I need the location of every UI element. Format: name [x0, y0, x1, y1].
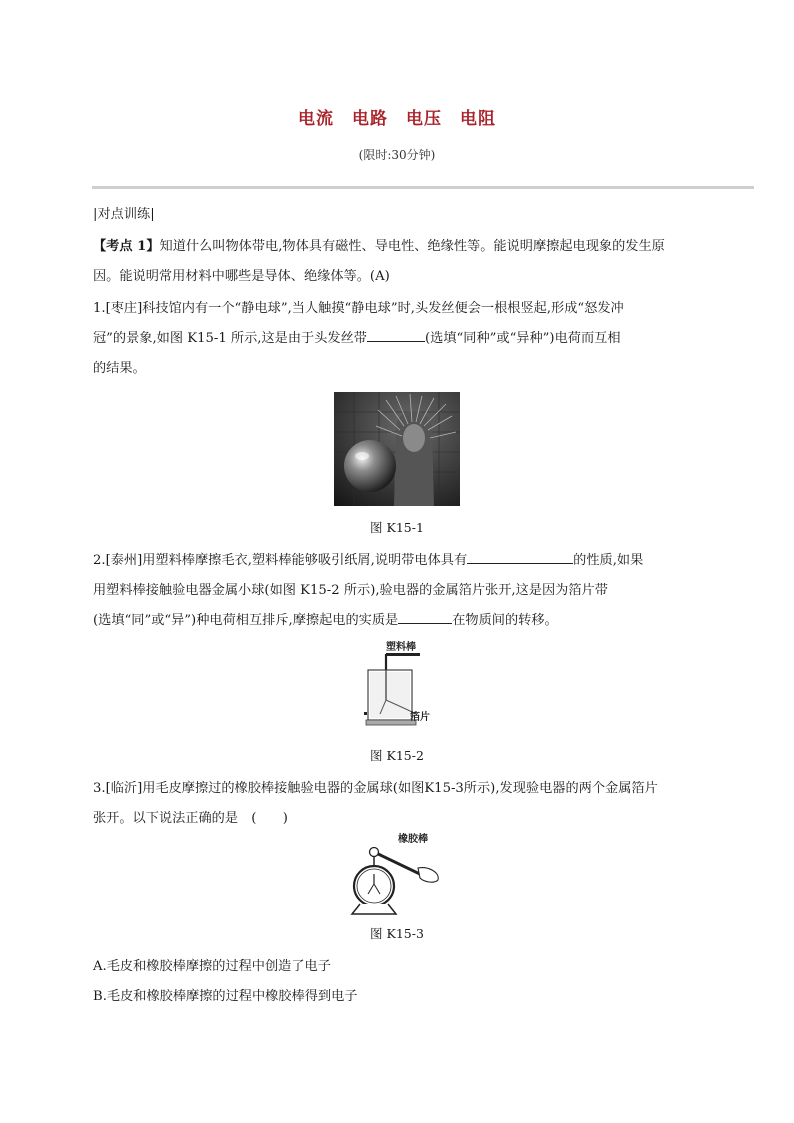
knowledge-point-1 — [93, 232, 703, 292]
q2-line-3a: (选填“同”或“异”)种电荷相互排斥,摩擦起电的实质是 — [93, 613, 399, 628]
figure-k15-3-electroscope — [348, 832, 448, 916]
q2-answer-blank-1[interactable] — [467, 549, 573, 564]
header-divider — [92, 186, 754, 189]
question-3 — [93, 774, 703, 834]
kp-text-2: 因。能说明常用材料中哪些是导体、绝缘体等。(A) — [93, 269, 390, 284]
page-title: 电流 电路 电压 电阻 — [298, 109, 496, 129]
q1-line-2a: 冠”的景象,如图 K15-1 所示,这是由于头发丝带 — [93, 331, 367, 346]
q3-options — [93, 952, 703, 1012]
metal-ball — [370, 848, 379, 857]
q1-line-3: 的结果。 — [93, 361, 146, 376]
figure-k15-1-photo — [334, 392, 460, 506]
figure-k15-2-electroscope — [356, 636, 446, 736]
kp-label: 【考点 1】 — [93, 239, 160, 254]
q3-line-1: 3.[临沂]用毛皮摩擦过的橡胶棒接触验电器的金属球(如图K15-3所示),发现验电器的两个金属箔片 — [93, 781, 658, 796]
q3-option-a[interactable]: A.毛皮和橡胶棒摩擦的过程中创造了电子 — [93, 959, 331, 974]
fig3-label-rod: 橡胶棒 — [398, 834, 428, 845]
hand-icon — [418, 868, 438, 883]
q2-answer-blank-2[interactable] — [398, 609, 452, 624]
figure-k15-3-caption: 图 K15-3 — [370, 926, 424, 941]
question-2 — [93, 546, 703, 636]
electroscope-base — [366, 720, 416, 725]
figure-k15-1-caption: 图 K15-1 — [370, 520, 424, 535]
q1-line-2b: (选填“同种”或“异种”)电荷而互相 — [425, 331, 621, 346]
time-limit: (限时:30分钟) — [358, 148, 436, 162]
q2-line-3b: 在物质间的转移。 — [452, 613, 558, 628]
q2-line-1b: 的性质,如果 — [573, 553, 644, 568]
kp-text-1: 知道什么叫物体带电,物体具有磁性、导电性、绝缘性等。能说明摩擦起电现象的发生原 — [159, 239, 665, 254]
q1-line-1: 1.[枣庄]科技馆内有一个“静电球”,当人触摸“静电球”时,头发丝便会一根根竖起,形成“怒发冲 — [93, 301, 624, 316]
fig2-label-rod: 塑料棒 — [386, 642, 416, 653]
fig2-label-foil: 箔片 — [410, 712, 430, 723]
question-1 — [93, 294, 703, 384]
q1-answer-blank[interactable] — [367, 327, 425, 342]
section-heading: |对点训练| — [93, 207, 155, 222]
q2-line-1a: 2.[泰州]用塑料棒摩擦毛衣,塑料棒能够吸引纸屑,说明带电体具有 — [93, 553, 468, 568]
electroscope-stand — [352, 904, 396, 914]
static-ball-photo — [334, 392, 460, 506]
electroscope-jar — [354, 866, 394, 906]
q3-line-2: 张开。以下说法正确的是 ( ) — [93, 811, 288, 826]
figure-k15-2-caption: 图 K15-2 — [370, 748, 424, 763]
plastic-rod — [386, 653, 420, 656]
q3-option-b[interactable]: B.毛皮和橡胶棒摩擦的过程中橡胶棒得到电子 — [93, 989, 358, 1004]
q2-line-2: 用塑料棒接触验电器金属小球(如图 K15-2 所示),验电器的金属箔片张开,这是因为箔片带 — [93, 583, 608, 598]
